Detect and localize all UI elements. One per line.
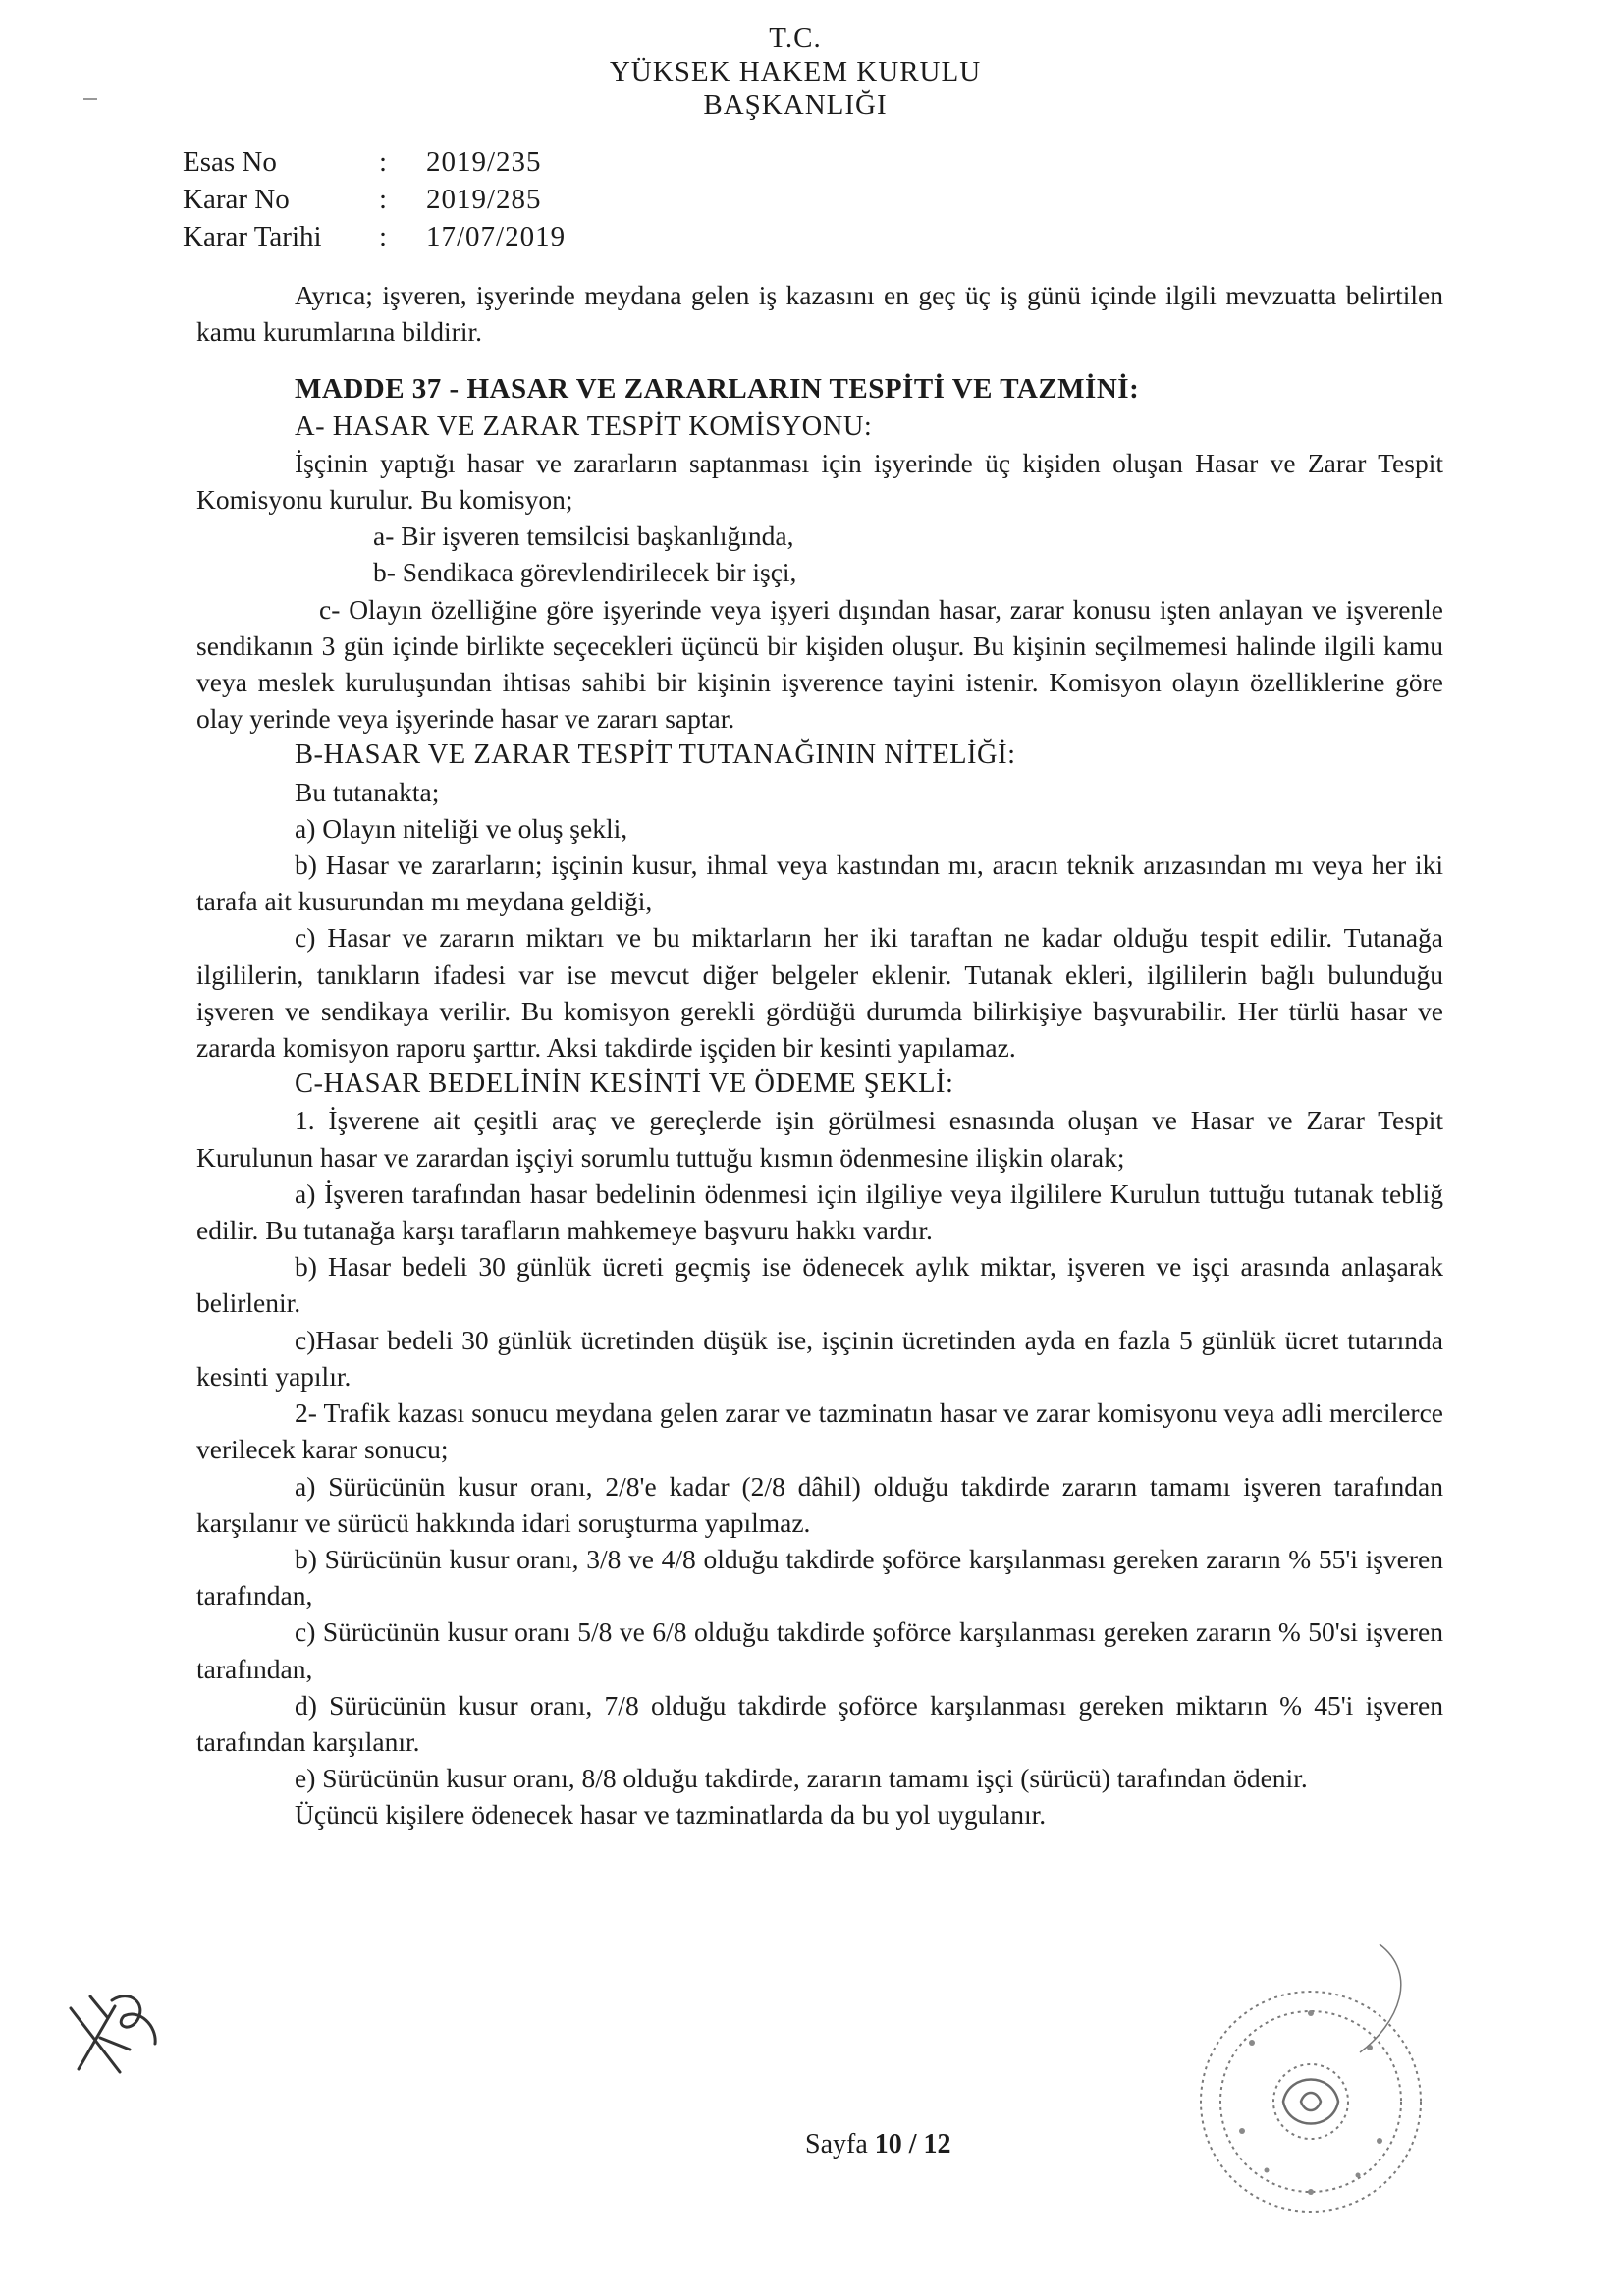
- case-info-row: [183, 218, 566, 255]
- list-item: a) Sürücünün kusur oranı, 2/8'e kadar (2/8 dâhil) olduğu takdirde zararın tamamı işveren tarafından karşılanır ve sürücü hakkında idari soruşturma yapılmaz.: [196, 1470, 1443, 1538]
- case-info-value: 17/07/2019: [426, 221, 567, 252]
- header-line-1: T.C.: [769, 23, 822, 54]
- header-line-2: YÜKSEK HAKEM KURULU: [609, 56, 982, 87]
- list-item: b) Hasar bedeli 30 günlük ücreti geçmiş ise ödenecek aylık miktar, işveren ve işçi arasında anlaşarak belirlenir.: [196, 1251, 1443, 1319]
- list-item: b- Sendikaca görevlendirilecek bir işçi,: [373, 557, 797, 588]
- case-info-colon: :: [379, 146, 388, 178]
- list-item: b) Sürücünün kusur oranı, 3/8 ve 4/8 olduğu takdirde şoförce karşılanması gereken zararın % 55'i işveren tarafından,: [196, 1543, 1443, 1612]
- list-item: c) Hasar ve zararın miktarı ve bu miktarların her iki taraftan ne kadar olduğu tespit edilir. Tutanağa ilgililerin, tanıkların ifadesi var ise mevcut diğer belgeler eklenir. Tutanak ekleri, ilgililerin bağlı bulunduğu işveren ve sendikaya verilir. Bu komisyon gerekli gördüğü durumda bilirkişiye başvurabilir. Her türlü hasar ve zararda komisyon raporu şarttır. Aksi takdirde işçiden bir kesinti yapılamaz.: [196, 922, 1443, 1064]
- list-item: c- Olayın özelliğine göre işyerinde veya işyeri dışından hasar, zarar konusu işten anlayan ve işverenle sendikanın 3 gün içinde birlikte seçecekleri üçüncü bir kişiden oluşur. Bu kişinin seçilmemesi halinde ilgili kamu veya meslek kuruluşundan ihtisas sahibi bir kişinin işverence tayini istenir. Komisyon olayın özelliklerine göre olay yerinde veya işyerinde hasar ve zararı saptar.: [196, 593, 1443, 735]
- paragraph: İşçinin yaptığı hasar ve zararların saptanması için işyerinde üç kişiden oluşan Hasar ve Zarar Tespit Komisyonu kurulur. Bu komisyon;: [196, 447, 1443, 516]
- paragraph: 1. İşverene ait çeşitli araç ve gereçlerde işin görülmesi esnasında oluşan ve Hasar ve Zarar Tespit Kurulunun hasar ve zarardan işçiyi sorumlu tuttuğu kısmın ödenmesine ilişkin olarak;: [196, 1105, 1443, 1173]
- case-info-colon: :: [379, 184, 388, 215]
- case-info-label: Esas No: [183, 146, 277, 178]
- case-info-colon: :: [379, 221, 388, 252]
- document-body: [196, 277, 1443, 1833]
- paragraph: Üçüncü kişilere ödenecek hasar ve tazminatlarda da bu yol uygulanır.: [295, 1799, 1047, 1831]
- list-item: c)Hasar bedeli 30 günlük ücretinden düşük ise, işçinin ücretinden ayda en fazla 5 günlük ücret tutarında kesinti yapılır.: [196, 1324, 1443, 1392]
- official-seal: [1173, 1935, 1448, 2249]
- paragraph: 2- Trafik kazası sonucu meydana gelen zarar ve tazminatın hasar ve zarar komisyonu veya adli mercilerce verilecek karar sonucu;: [196, 1397, 1443, 1465]
- case-info-value: 2019/235: [426, 146, 542, 178]
- case-info-label: Karar No: [183, 184, 290, 215]
- case-info-row: [183, 181, 566, 218]
- page-count: 10 / 12: [874, 2129, 951, 2159]
- case-info-label: Karar Tarihi: [183, 221, 322, 252]
- section-heading: B-HASAR VE ZARAR TESPİT TUTANAĞININ NİTELİĞİ:: [295, 739, 1016, 771]
- list-item: c) Sürücünün kusur oranı 5/8 ve 6/8 olduğu takdirde şoförce karşılanması gereken zararın % 50'si işveren tarafından,: [196, 1616, 1443, 1684]
- handwritten-initials: [61, 1979, 169, 2087]
- document-header: [550, 22, 1041, 122]
- section-heading: C-HASAR BEDELİNİN KESİNTİ VE ÖDEME ŞEKLİ:: [295, 1068, 954, 1100]
- paragraph: Ayrıca; işveren, işyerinde meydana gelen iş kazasını en geç üç iş günü içinde ilgili mevzuatta belirtilen kamu kurumlarına bildirir.: [196, 280, 1443, 348]
- page-label: Sayfa: [805, 2129, 868, 2159]
- case-info-row: [183, 143, 566, 181]
- list-item: a) Olayın niteliği ve oluş şekli,: [295, 812, 628, 844]
- paragraph: Bu tutanakta;: [295, 776, 440, 807]
- page-number: [805, 2129, 951, 2160]
- header-line-3: BAŞKANLIĞI: [703, 89, 888, 121]
- case-info: [183, 143, 566, 255]
- list-item: a- Bir işveren temsilcisi başkanlığında,: [373, 520, 794, 552]
- article-heading: MADDE 37 - HASAR VE ZARARLARIN TESPİTİ VE TAZMİNİ:: [295, 373, 1140, 406]
- list-item: d) Sürücünün kusur oranı, 7/8 olduğu takdirde şoförce karşılanması gereken miktarın % 45'i işveren tarafından karşılanır.: [196, 1689, 1443, 1757]
- list-item: e) Sürücünün kusur oranı, 8/8 olduğu takdirde, zararın tamamı işçi (sürücü) tarafından ödenir.: [295, 1763, 1308, 1794]
- section-heading: A- HASAR VE ZARAR TESPİT KOMİSYONU:: [295, 410, 873, 442]
- scan-mark: [83, 98, 97, 100]
- case-info-value: 2019/285: [426, 184, 542, 215]
- list-item: b) Hasar ve zararların; işçinin kusur, ihmal veya kastından mı, aracın teknik arızasından mı veya her iki tarafa ait kusurundan mı meydana geldiği,: [196, 849, 1443, 917]
- list-item: a) İşveren tarafından hasar bedelinin ödenmesi için ilgiliye veya ilgililere Kurulun tuttuğu tutanak tebliğ edilir. Bu tutanağa karşı tarafların mahkemeye başvuru hakkı vardır.: [196, 1177, 1443, 1246]
